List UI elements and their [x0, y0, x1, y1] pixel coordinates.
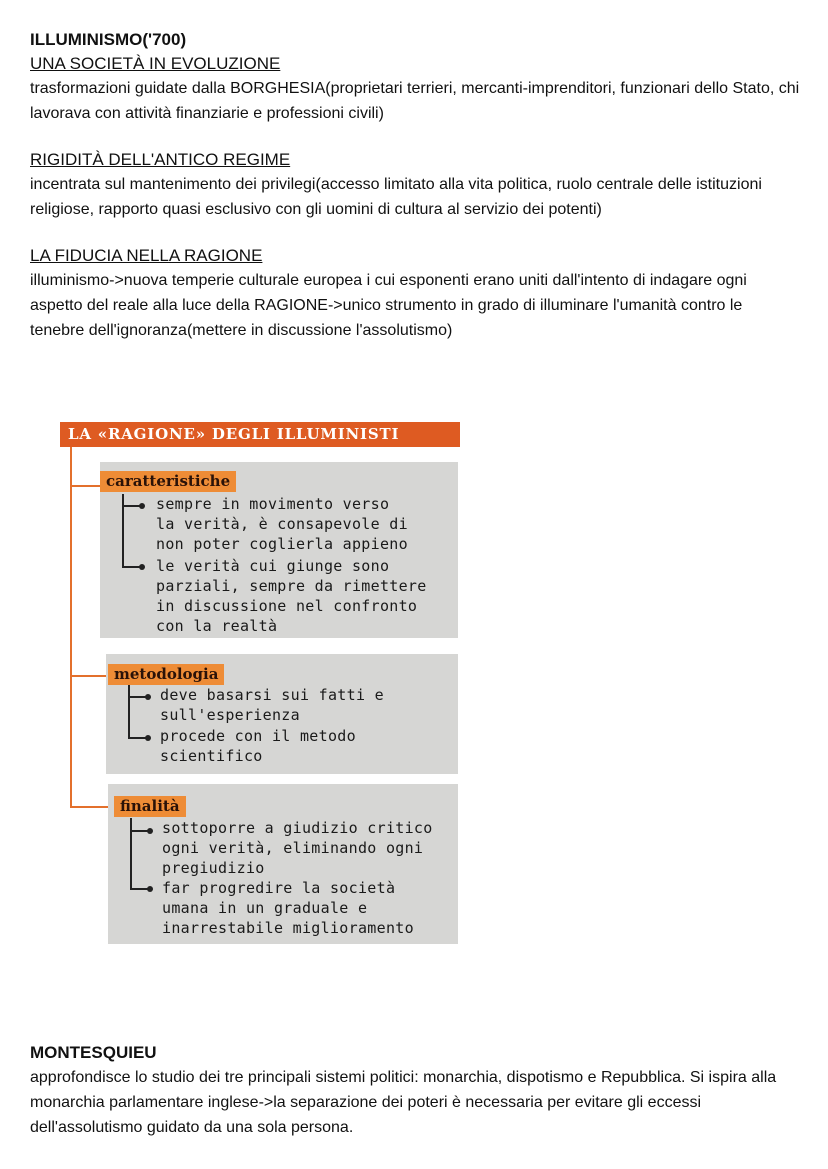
diagram-trunk-line [70, 447, 72, 807]
branch-line-metodologia [70, 675, 108, 677]
section-body-montesquieu: approfondisce lo studio dei tre principali sistemi politici: monarchia, dispotismo e Repubblica. Si ispira alla monarchia parlamentare inglese->la separazione dei poteri è necessaria per evitare gli eccessi dell'assolutismo guidato da una sola persona. [30, 1069, 777, 1136]
item-finalita-2: far progredire la società umana in un graduale e inarrestabile miglioramento [162, 879, 414, 937]
sub-line-finalita [130, 818, 132, 890]
bullet-dot [139, 503, 145, 509]
document-top [30, 28, 800, 343]
section-body-antico-regime: incentrata sul mantenimento dei privilegi(accesso limitato alla vita politica, ruolo centrale delle istituzioni religiose, rapporto quasi esclusivo con gli uomini di cultura al servizio dei potenti) [30, 176, 762, 218]
diagram-title: LA «RAGIONE» DEGLI ILLUMINISTI [60, 422, 460, 447]
section-heading-antico-regime: RIGIDITÀ DELL'ANTICO REGIME [30, 150, 291, 169]
item-caratteristiche-2: le verità cui giunge sono parziali, sempre da rimettere in discussione nel confronto con la realtà [156, 557, 427, 635]
group-label-caratteristiche: caratteristiche [100, 471, 236, 492]
item-metodologia-2: procede con il metodo scientifico [160, 727, 356, 765]
main-title: ILLUMINISMO('700) [30, 30, 187, 49]
document-bottom [30, 1041, 800, 1140]
branch-line-finalita [70, 806, 110, 808]
branch-line-caratteristiche [70, 485, 100, 487]
section-body-societa: trasformazioni guidate dalla BORGHESIA(proprietari terrieri, mercanti-imprenditori, funzionari dello Stato, chi lavorava con attività finanziarie e professioni civili) [30, 80, 800, 122]
bullet-dot [145, 694, 151, 700]
bullet-dot [139, 564, 145, 570]
ragione-diagram [56, 422, 466, 950]
bullet-dot [147, 828, 153, 834]
section-heading-ragione: LA FIDUCIA NELLA RAGIONE [30, 246, 263, 265]
bullet-dot [147, 886, 153, 892]
item-finalita-1: sottoporre a giudizio critico ogni verità, eliminando ogni pregiudizio [162, 819, 433, 877]
sub-line-metodologia [128, 685, 130, 739]
section-heading-montesquieu: MONTESQUIEU [30, 1043, 157, 1062]
item-metodologia-1: deve basarsi sui fatti e sull'esperienza [160, 686, 384, 724]
section-body-ragione: illuminismo->nuova temperie culturale europea i cui esponenti erano uniti dall'intento di indagare ogni aspetto del reale alla luce della RAGIONE->unico strumento in grado di illuminare l'umanità contro le tenebre dell'ignoranza(mettere in discussione l'assolutismo) [30, 272, 747, 339]
item-caratteristiche-1: sempre in movimento verso la verità, è consapevole di non poter coglierla appieno [156, 495, 408, 553]
bullet-dot [145, 735, 151, 741]
group-label-metodologia: metodologia [108, 664, 224, 685]
section-heading-societa: UNA SOCIETÀ IN EVOLUZIONE [30, 54, 281, 73]
group-label-finalita: finalità [114, 796, 186, 817]
